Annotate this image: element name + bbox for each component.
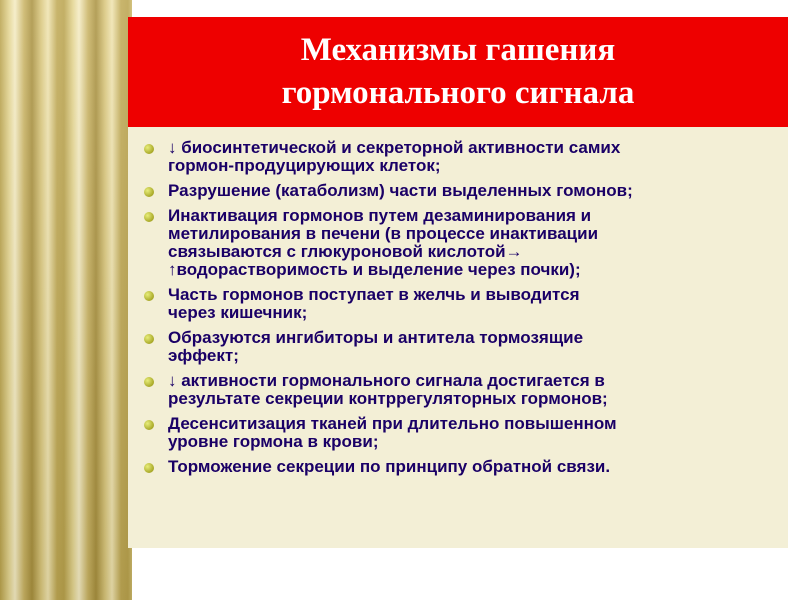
bullet-line: Разрушение (катаболизм) части выделенных гомонов; (168, 181, 633, 200)
bullet-item (142, 372, 774, 408)
bullet-line: результате секреции контррегуляторных гормонов; (168, 389, 608, 408)
bullet-line: через кишечник; (168, 303, 308, 322)
bullet-dot-icon (144, 187, 154, 197)
bullet-line: Инактивация гормонов путем дезаминирования и (168, 206, 592, 225)
bullet-list (128, 127, 788, 476)
bullet-dot-icon (144, 334, 154, 344)
bullet-line: ↓ активности гормонального сигнала достигается в (168, 371, 605, 390)
bullet-dot-icon (144, 144, 154, 154)
bullet-item (142, 182, 774, 200)
bullet-line: ↑водорастворимость и выделение через почки); (168, 260, 581, 279)
title-line-2: гормонального сигнала (281, 75, 635, 111)
bullet-item (142, 139, 774, 175)
bullet-line: гормон-продуцирующих клеток; (168, 156, 441, 175)
bullet-line: Торможение секреции по принципу обратной связи. (168, 457, 611, 476)
bullet-item (142, 415, 774, 451)
slide-title (128, 17, 788, 127)
bullet-line: Десенситизация тканей при длительно повышенном (168, 414, 617, 433)
bullet-line: Часть гормонов поступает в желчь и выводится (168, 285, 580, 304)
bullet-dot-icon (144, 291, 154, 301)
bullet-dot-icon (144, 212, 154, 222)
bullet-dot-icon (144, 377, 154, 387)
bullet-line: ↓ биосинтетической и секреторной активности самих (168, 138, 621, 157)
bullet-dot-icon (144, 463, 154, 473)
bullet-dot-icon (144, 420, 154, 430)
decorative-gold-strip (0, 0, 132, 600)
title-line-1: Механизмы гашения (300, 32, 616, 68)
bullet-line: метилирования в печени (в процессе инактивации (168, 224, 599, 243)
bullet-line: уровне гормона в крови; (168, 432, 379, 451)
bullet-item (142, 458, 774, 476)
bullet-item (142, 329, 774, 365)
content-panel (128, 127, 788, 548)
bullet-item (142, 207, 774, 279)
bullet-line: эффект; (168, 346, 239, 365)
bullet-item (142, 286, 774, 322)
bullet-line: Образуются ингибиторы и антитела тормозящие (168, 328, 584, 347)
bullet-line: связываются с глюкуроновой кислотой→ (168, 242, 523, 261)
